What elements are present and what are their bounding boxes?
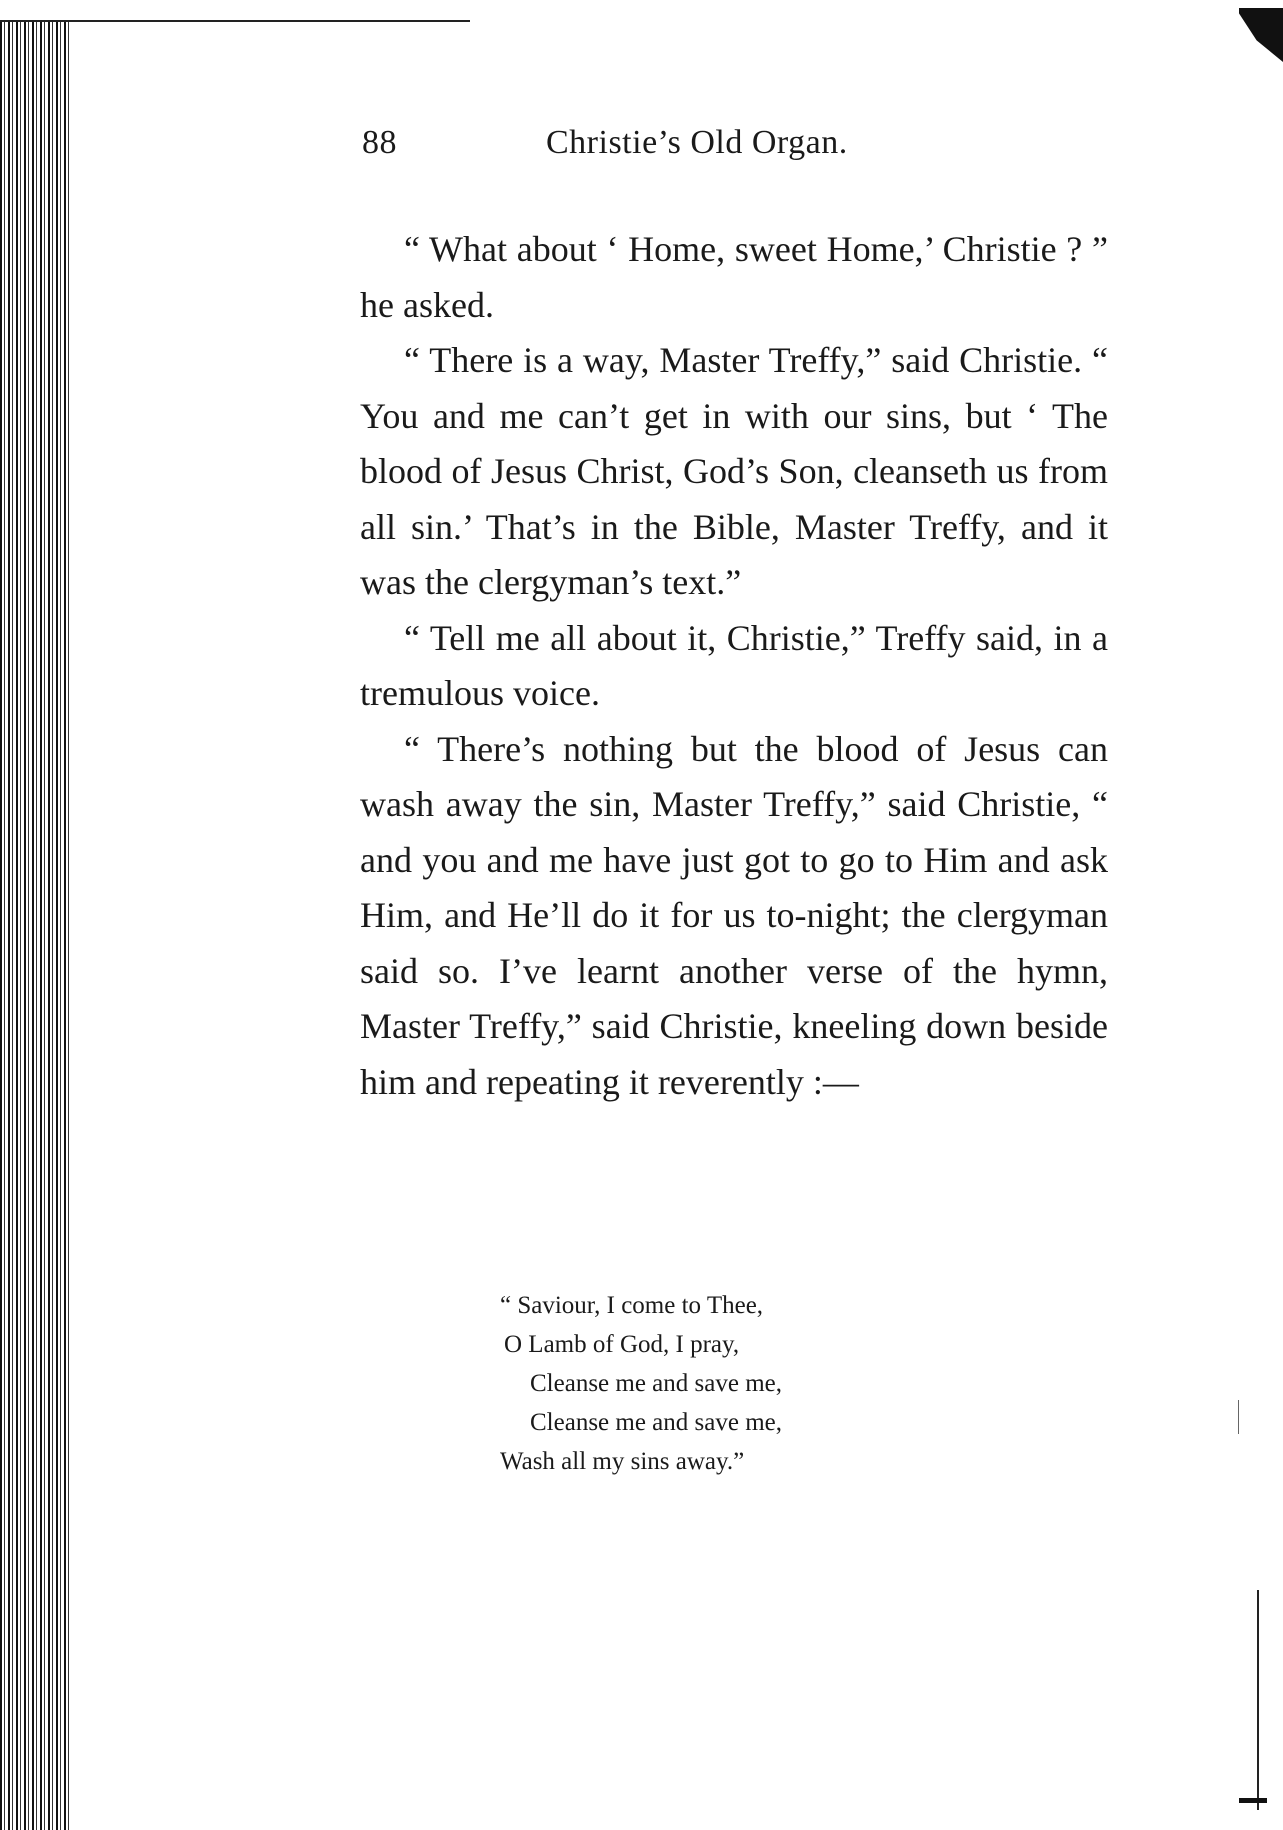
verse-line: “ Saviour, I come to Thee,: [500, 1292, 764, 1319]
paragraph: “ Tell me all about it, Christie,” Treffy said, in a tremulous voice.: [360, 617, 1108, 713]
hymn-verse: [500, 1286, 960, 1481]
paragraph: “ There’s nothing but the blood of Jesus can wash away the sin, Master Treffy,” said Christie, “ and you and me have just got to go to Him and ask Him, and He’ll do it for us to-night; the clergyman said so. I’ve learnt another verse of the hymn, Master Treffy,” said Christie, kneeling down beside him and repeating it reverently :—: [360, 728, 1108, 1102]
verse-line: Wash all my sins away.”: [500, 1448, 745, 1475]
running-title: Christie’s Old Organ.: [546, 124, 848, 161]
paragraph: “ What about ‘ Home, sweet Home,’ Christie ? ” he asked.: [360, 229, 1108, 325]
verse-line: Cleanse me and save me,: [530, 1409, 782, 1436]
scan-edge-line: [1257, 1590, 1259, 1810]
page-number: 88: [362, 124, 397, 161]
verse-line: O Lamb of God, I pray,: [504, 1331, 740, 1358]
book-spine-edge: [0, 22, 72, 1830]
scan-edge-tick: [1238, 1400, 1239, 1434]
verse-line: Cleanse me and save me,: [530, 1370, 782, 1397]
scan-corner-mark: [1239, 8, 1283, 62]
paragraph: “ There is a way, Master Treffy,” said Christie. “ You and me can’t get in with our sins, but ‘ The blood of Jesus Christ, God’s Son, cleanseth us from all sin.’ That’s in the Bible, Master Treffy, and it was the clergyman’s text.”: [360, 340, 1108, 602]
scan-edge-foot: [1239, 1798, 1267, 1803]
body-text: [360, 222, 1108, 1110]
